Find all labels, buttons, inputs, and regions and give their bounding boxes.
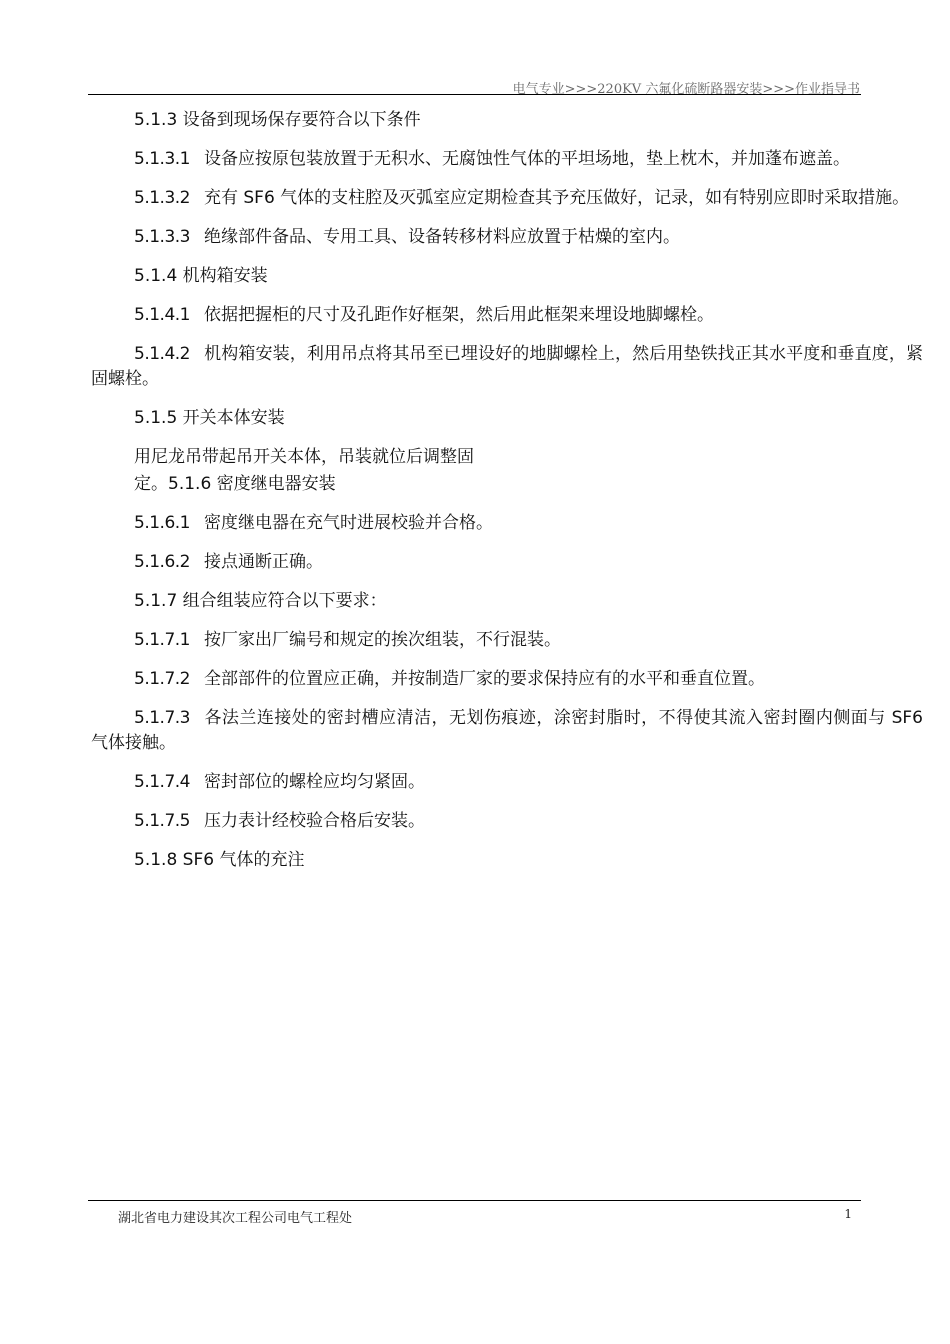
clause: 5.1.6.2 接点通断正确。	[134, 552, 323, 572]
page-header: 电气专业>>>220KV 六氟化硫断路器安装>>>作业指导书	[512, 82, 860, 97]
document-body	[91, 100, 923, 879]
clause: 5.1.7.4 密封部位的螺栓应均匀紧固。	[134, 772, 425, 792]
section-heading: 5.1.3 设备到现场保存要符合以下条件	[134, 110, 421, 130]
clause: 5.1.3.1 设备应按原包装放置于无积水、无腐蚀性气体的平坦场地，垫上枕木，并加蓬布遮盖。	[134, 149, 850, 169]
footer-rule	[88, 1200, 861, 1201]
header-rule	[88, 94, 861, 95]
section-heading: 5.1.8 SF6 气体的充注	[134, 850, 305, 870]
clause: 5.1.7.2 全部部件的位置应正确，并按制造厂家的要求保持应有的水平和垂直位置。	[134, 669, 765, 689]
clause: 5.1.4.2 机构箱安装，利用吊点将其吊至已埋设好的地脚螺栓上，然后用垫铁找正其水平度和垂直度，紧固螺栓。	[91, 344, 923, 389]
clause: 5.1.3.2 充有 SF6 气体的支柱腔及灭弧室应定期检查其予充压做好，记录，如有特别应即时采取措施。	[134, 188, 910, 208]
section-heading: 5.1.5 开关本体安装	[134, 408, 285, 428]
body-text: 定。5.1.6 密度继电器安装	[134, 474, 336, 494]
clause: 5.1.3.3 绝缘部件备品、专用工具、设备转移材料应放置于枯燥的室内。	[134, 227, 680, 247]
clause: 5.1.6.1 密度继电器在充气时进展校验并合格。	[134, 513, 493, 533]
clause: 5.1.7.3 各法兰连接处的密封槽应清洁，无划伤痕迹，涂密封脂时，不得使其流入密封圈内侧面与 SF6 气体接触。	[91, 708, 923, 753]
footer-company: 湖北省电力建设其次工程公司电气工程处	[118, 1211, 353, 1226]
body-text: 用尼龙吊带起吊开关本体，吊装就位后调整固	[134, 447, 474, 467]
clause: 5.1.7.1 按厂家出厂编号和规定的挨次组装，不行混装。	[134, 630, 561, 650]
clause: 5.1.4.1 依据把握柜的尺寸及孔距作好框架，然后用此框架来埋设地脚螺栓。	[134, 305, 714, 325]
page-number: 1	[844, 1207, 852, 1221]
section-heading: 5.1.4 机构箱安装	[134, 266, 268, 286]
clause: 5.1.7.5 压力表计经校验合格后安装。	[134, 811, 425, 831]
section-heading: 5.1.7 组合组装应符合以下要求：	[134, 591, 387, 611]
